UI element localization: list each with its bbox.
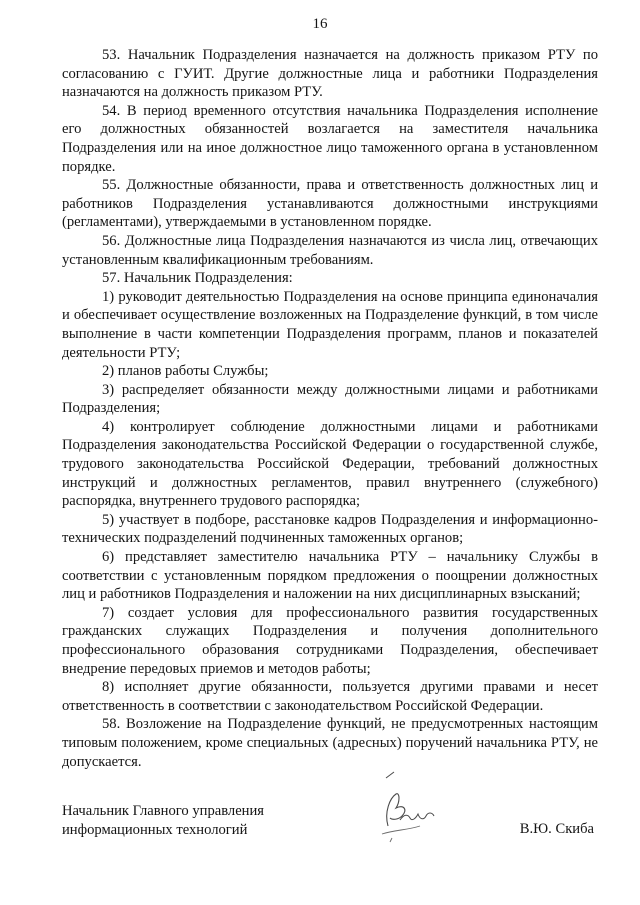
signer-title-line-2: информационных технологий (62, 821, 248, 838)
list-item-4: 4) контролирует соблюдение должностными лицами и работниками Подразделения законодательства Российской Федерации о государственной службе, трудового законодательства Российской Федерации, требований должностных инструкций и должностных регламентов, правил внутреннего (служебного) распорядка, внутреннего трудового распорядка; (62, 418, 598, 510)
paragraph-54: 54. В период временного отсутствия начальника Подразделения исполнение его должностных обязанностей возлагается на заместителя начальника Подразделения или на иное должностное лицо таможенного органа в установленном порядке. (62, 102, 598, 175)
list-item-2: 2) планов работы Службы; (102, 363, 269, 380)
paragraph-55: 55. Должностные обязанности, права и ответственность должностных лиц и работников Подразделения устанавливаются должностными инструкциями (регламентами), утверждаемыми в установленном порядке. (62, 177, 598, 231)
document-body (62, 46, 598, 771)
signer-name: В.Ю. Скиба (519, 821, 594, 837)
paragraph-53: 53. Начальник Подразделения назначается на должность приказом РТУ по согласованию с ГУИТ. Другие должностные лица и работники Подразделения назначаются на должность приказом РТУ. (62, 47, 598, 101)
paragraph-58: 58. Возложение на Подразделение функций, не предусмотренных настоящим типовым положением, кроме специальных (адресных) поручений начальника РТУ, не допускается. (62, 716, 598, 770)
signer-title-line-1: Начальник Главного управления (62, 803, 265, 819)
paragraph-57: 57. Начальник Подразделения: (102, 270, 293, 287)
list-item-1: 1) руководит деятельностью Подразделения на основе принципа единоначалия и обеспечивает осуществление возложенных на Подразделение функций, в том числе выполнение в части компетенции Подразделения программ, планов и показателей деятельности РТУ; (62, 288, 598, 361)
handwritten-signature (374, 768, 464, 848)
list-item-5: 5) участвует в подборе, расстановке кадров Подразделения и информационно-технических подразделений подчиненных таможенных органов; (62, 511, 598, 547)
list-item-6: 6) представляет заместителю начальника РТУ – начальнику Службы в соответствии с установленным порядком предложения о поощрении должностных лиц и работников Подразделения и наложении на них дисциплинарных взысканий; (62, 549, 598, 603)
signature-block (62, 802, 598, 862)
list-item-8: 8) исполняет другие обязанности, пользуется другими правами и несет ответственность в соответствии с законодательством Российской Федерации. (62, 679, 598, 714)
page-number: 16 (312, 16, 328, 32)
list-item-7: 7) создает условия для профессионального развития государственных гражданских служащих Подразделения и получения дополнительного профессионального образования сотрудниками Подразделения, обеспечивает внедрение передовых приемов и методов работы; (62, 604, 598, 677)
list-item-3: 3) распределяет обязанности между должностными лицами и работниками Подразделения; (62, 381, 598, 417)
signer-title (62, 802, 264, 839)
paragraph-56: 56. Должностные лица Подразделения назначаются из числа лиц, отвечающих установленным квалификационным требованиям. (62, 232, 598, 268)
